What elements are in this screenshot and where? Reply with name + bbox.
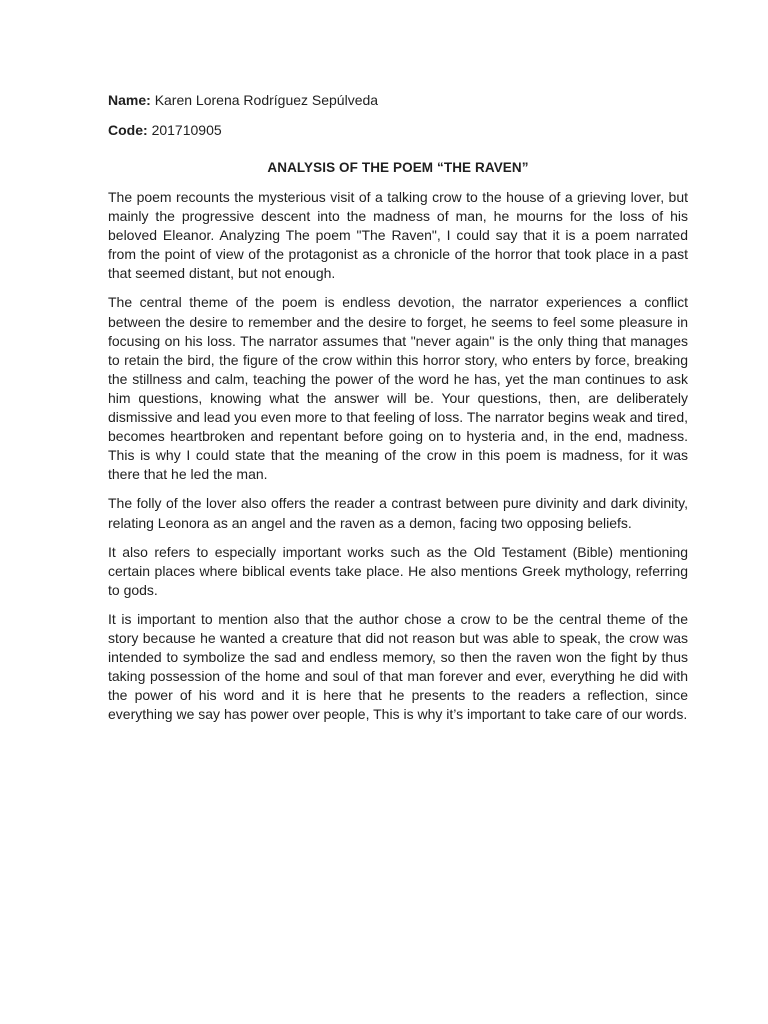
name-value: Karen Lorena Rodríguez Sepúlveda [154, 92, 379, 108]
code-label: Code: [108, 122, 148, 138]
document-title: ANALYSIS OF THE POEM “THE RAVEN” [267, 160, 529, 175]
paragraph-3: The folly of the lover also offers the reader a contrast between pure divinity and dark divinity, relating Leonora as an angel and the raven as a demon, facing two opposing beliefs. [108, 495, 688, 531]
name-label: Name: [108, 92, 151, 108]
code-field [108, 120, 688, 140]
document-page [108, 90, 688, 734]
code-value: 201710905 [151, 122, 222, 138]
paragraph-1: The poem recounts the mysterious visit of a talking crow to the house of a grieving lover, but mainly the progressive descent into the madness of man, he mourns for the loss of his beloved Eleanor. Analyzing The poem "The Raven", I could say that it is a poem narrated from the point of view of the protagonist as a chronicle of the horror that took place in a past that seemed distant, but not enough. [108, 189, 688, 282]
name-field [108, 90, 688, 110]
paragraph-5: It is important to mention also that the author chose a crow to be the central theme of the story because he wanted a creature that did not reason but was able to speak, the crow was intended to symbolize the sad and endless memory, so then the raven won the fight by thus taking possession of the home and soul of that man forever and ever, everything he did with the power of his word and it is here that he presents to the readers a reflection, since everything we say has power over people, This is why it’s important to take care of our words. [108, 610, 688, 723]
paragraph-2: The central theme of the poem is endless devotion, the narrator experiences a conflict between the desire to remember and the desire to forget, he seems to feel some pleasure in focusing on his loss. The narrator assumes that "never again" is the only thing that manages to retain the bird, the figure of the crow within this horror story, who enters by force, breaking the stillness and calm, teaching the power of the word he has, yet the man continues to ask him questions, knowing what the answer will be. Your questions, then, are deliberately dismissive and lead you even more to that feeling of loss. The narrator begins weak and tired, becomes heartbroken and repentant before going on to hysteria and, in the end, madness. This is why I could state that the meaning of the crow in this poem is madness, for it was there that he led the man. [108, 294, 688, 483]
paragraph-4: It also refers to especially important works such as the Old Testament (Bible) mentioning certain places where biblical events take place. He also mentions Greek mythology, referring to gods. [108, 543, 688, 598]
